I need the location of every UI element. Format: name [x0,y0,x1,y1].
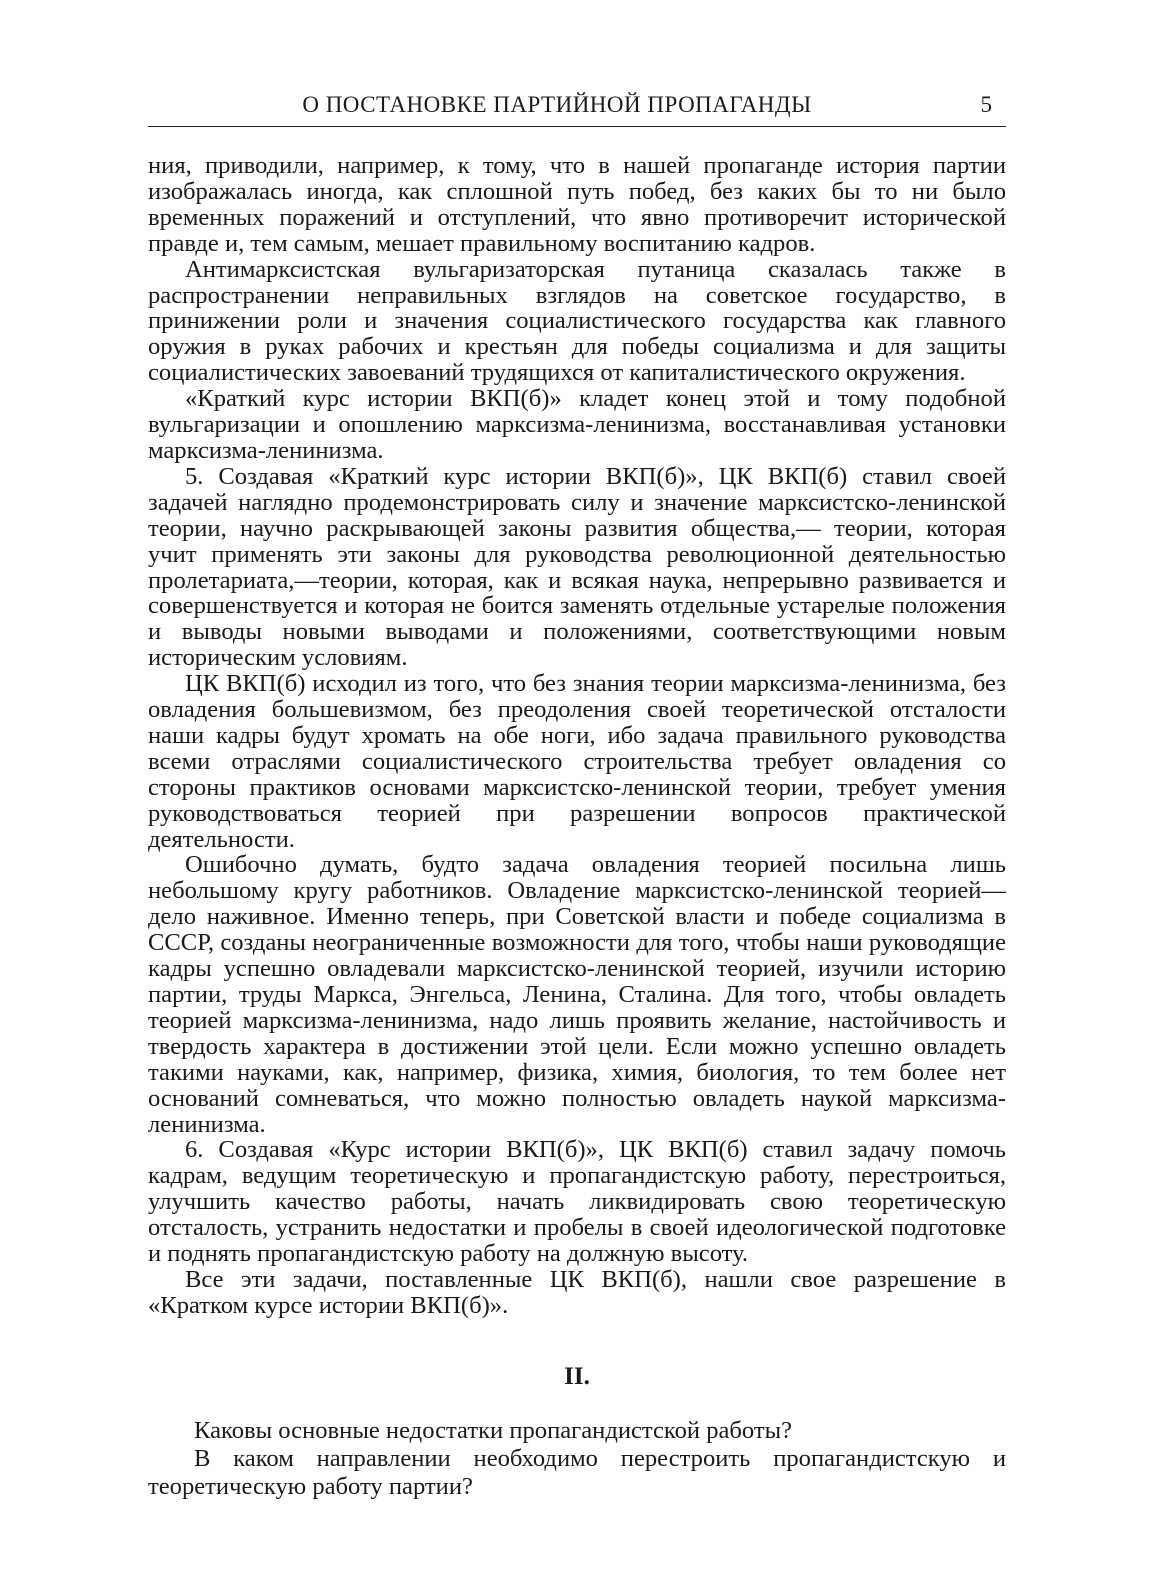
paragraph: Ошибочно думать, будто задача овладения теорией посильна лишь небольшому кругу работников. Овладение марксистско-ленинской теорией—дело наживное. Именно теперь, при Советской власти и победе социализма в СССР, созданы неограниченные возможности для того, чтобы наши руководящие кадры успешно овладевали марксистско-ленинской теорией, изучили историю партии, труды Маркса, Энгельса, Ленина, Сталина. Для того, чтобы овладеть теорией марксизма-ленинизма, надо лишь проявить желание, настойчивость и твердость характера в достижении этой цели. Если можно успешно овладеть такими науками, как, например, физика, химия, биология, то тем более нет оснований сомневаться, что можно полностью овладеть наукой марксизма-ленинизма. [148,851,1006,1138]
paragraph: ния, приводили, например, к тому, что в нашей пропаганде история партии изображалась иногда, как сплошной путь побед, без каких бы то ни было временных поражений и отступлений, что явно противоречит исторической правде и, тем самым, мешает правильному воспитанию кадров. [148,152,1006,257]
paragraph: 6. Создавая «Курс истории ВКП(б)», ЦК ВКП(б) ставил задачу помочь кадрам, ведущим теоретическую и пропагандистскую работу, перестроиться, улучшить качество работы, начать ликвидировать свою теоретическую отсталость, устранить недостатки и пробелы в своей идеологической подготовке и поднять пропагандистскую работу на должную высоту. [148,1136,1006,1268]
paragraph: «Краткий курс истории ВКП(б)» кладет конец этой и тому подобной вульгаризации и опошлению марксизма-ленинизма, восстанавливая установки марксизма-ленинизма. [148,385,1006,464]
running-header [148,84,1006,127]
section-questions [148,1417,1006,1501]
paragraph: ЦК ВКП(б) исходил из того, что без знания теории марксизма-ленинизма, без овладения большевизмом, без преодоления своей теоретической отсталости наши кадры будут хромать на обе ноги, ибо задача правильного руководства всеми отраслями социалистического строительства требует овладения со стороны практиков основами марксистско-ленинской теории, требует умения руководствоваться теорией при разрешении вопросов практической деятельности. [148,670,1006,853]
page-number: 5 [980,92,992,117]
question: Каковы основные недостатки пропагандистской работы? [194,1416,793,1444]
paragraph: Все эти задачи, поставленные ЦК ВКП(б), нашли свое разрешение в «Кратком курсе истории ВКП(б)». [148,1265,1006,1319]
section-heading: II. [564,1362,590,1390]
body-text [148,153,1006,1319]
page [148,84,1006,1501]
running-header-title: О ПОСТАНОВКЕ ПАРТИЙНОЙ ПРОПАГАНДЫ [302,92,812,117]
paragraph: 5. Создавая «Краткий курс истории ВКП(б)», ЦК ВКП(б) ставил своей задачей наглядно продемонстрировать силу и значение марксистско-ленинской теории, научно раскрывающей законы развития общества,— теории, которая учит применять эти законы для руководства революционной деятельностью пролетариата,—теории, которая, как и всякая наука, непрерывно развивается и совершенствуется и которая не боится заменять отдельные устарелые положения и выводы новыми выводами и положениями, соответствующими новым историческим условиям. [148,462,1006,672]
question: В каком направлении необходимо перестроить пропагандистскую и теоретическую работу партии? [148,1444,1006,1500]
paragraph: Антимарксистская вульгаризаторская путаница сказалась также в распространении неправильных взглядов на советское государство, в принижении роли и значения социалистического государства как главного оружия в руках рабочих и крестьян для победы социализма и для защиты социалистических завоеваний трудящихся от капиталистического окружения. [148,255,1006,387]
